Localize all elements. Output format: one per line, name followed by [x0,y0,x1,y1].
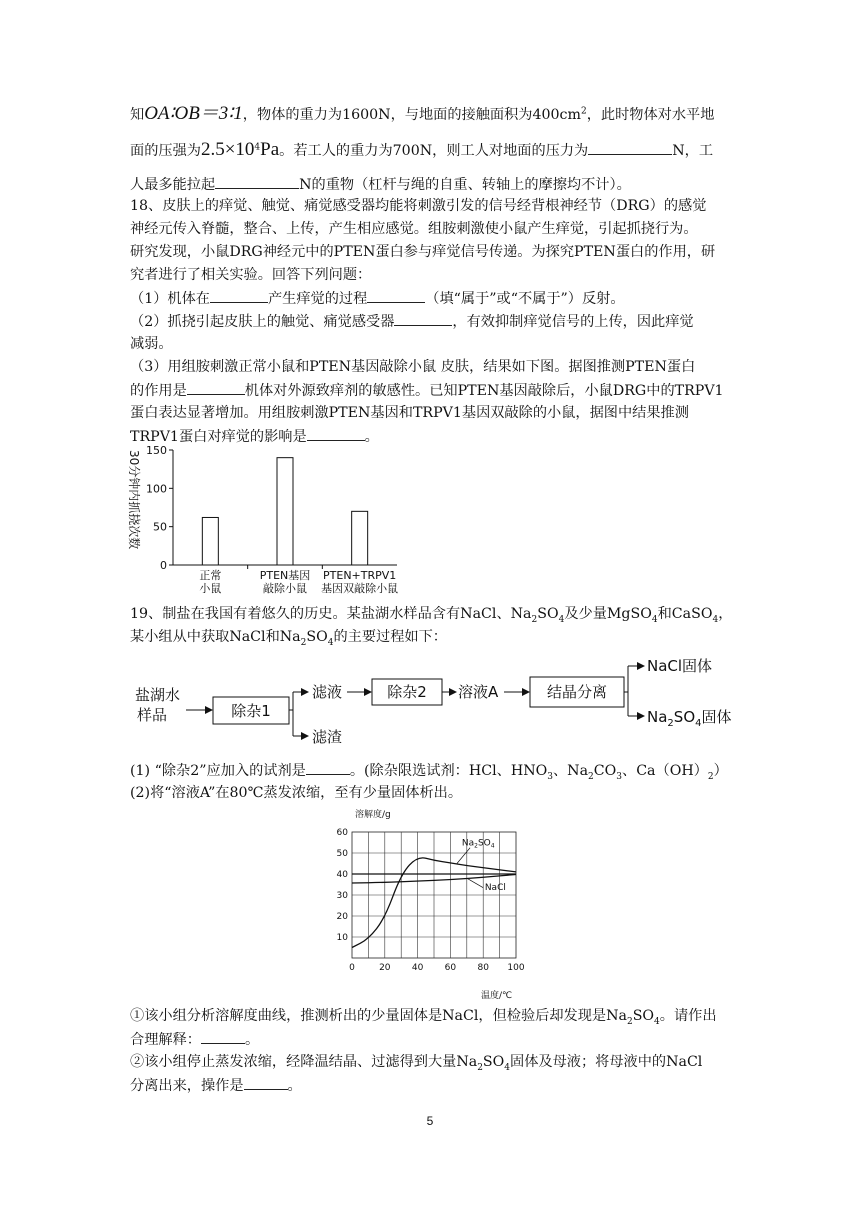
scratch-count-bar-chart [126,444,406,604]
flow-step3-label: 结晶分离 [546,683,608,701]
sol-xtick-label: 0 [349,963,355,973]
solubility-line-chart [318,806,538,1002]
q18-part-3-l4: TRPV1蛋白对痒觉的影响是 。 [130,426,379,447]
q18-part-2-cont: 减弱。 [130,336,173,352]
answer-blank [394,311,452,326]
q19-sub-1-cont: 合理解释： 。 [130,1029,259,1050]
q18-part-1: （1）机体在 产生痒觉的过程 （填“属于”或“不属于”）反射。 [130,288,625,309]
flow-solution-a-label: 溶液A [458,683,499,701]
q18-line-4: 究者进行了相关实验。回答下列问题： [130,267,372,283]
page-number: 5 [426,1114,434,1128]
q19-line-1: 19、制盐在我国有着悠久的历史。某盐湖水样品含有NaCl、$Na_2SO_4$及少量MgSO$_4$和CaSO$_4$， [130,606,733,625]
bar-chart-category-label: 基因双敲除小鼠 [321,582,399,595]
flow-residue-label: 滤渣 [312,728,343,746]
flow-source-l2: 样品 [137,706,168,724]
bar-chart-ylabel-text: 30分钟内抓挠次数 [127,450,141,550]
q17-line-2: 面的压强为$2.5\times 10^4Pa$。若工人的重力为700N，则工人对地面的压力为 N，工 [130,139,714,160]
bar-chart-ylabel [127,450,142,549]
answer-blank [306,760,350,775]
flow-filtrate-label: 滤液 [312,683,343,701]
sol-ytick-label: 50 [336,849,348,859]
answer-blank [215,174,299,189]
q19-line-2: 某小组从中获取NaCl和$Na_2SO_4$的主要过程如下： [130,629,447,648]
q18-part-3: （3）用组胺刺激正常小鼠和PTEN基因敲除小鼠 皮肤，结果如下图。据图推测PTEN蛋白 [130,359,696,375]
answer-blank [367,288,425,303]
flow-step1-label: 除杂1 [231,702,271,720]
sol-label-leader [457,848,470,864]
sol-xtick-label: 100 [507,963,525,973]
q18-line-3: 研究发现，小鼠DRG神经元中的PTEN蛋白参与痒觉信号传递。为探究PTEN蛋白的作用，研 [130,244,716,260]
answer-blank [244,1075,288,1090]
q19-sub-1: ①该小组分析溶解度曲线，推测析出的少量固体是NaCl，但检验后却发现是$Na_2SO_4$。请作出 [130,1008,717,1027]
q18-line-2: 神经元传入脊髓，整合、上传，产生相应感觉。组胺刺激使小鼠产生痒觉，引起抓挠行为。 [130,221,698,237]
pressure-value: 2.5×10 [200,139,255,160]
flow-step2-label: 除杂2 [387,683,427,701]
bar-chart-category-label: PTEN+TRPV1 [323,569,397,582]
answer-blank [201,1029,245,1044]
bar-chart-category-label: 敲除小鼠 [263,582,307,595]
q19-sub-2: ②该小组停止蒸发浓缩，经降温结晶、过滤得到大量$Na_2SO_4$固体及母液；将母液中的NaCl [130,1054,703,1073]
answer-blank [210,288,268,303]
ratio-formula: OA∶OB＝3∶1 [144,103,243,124]
bar-chart-category-label: 正常 [199,569,222,582]
q19-part-1: (1) “除杂2”应加入的试剂是 。(除杂限选试剂：HCl、$HNO_3$、$Na_2CO_3$、$Ca(OH)_2$） [130,760,728,781]
sol-ytick-label: 60 [336,828,348,838]
sol-xtick-label: 80 [477,963,489,973]
sol-xtick-label: 20 [379,963,391,973]
flow-source-l1: 盐湖水 [135,686,181,704]
q17-line-3: 人最多能拉起 N的重物（杠杆与绳的自重、转轴上的摩擦均不计）。 [130,174,631,195]
q18-line-1: 18、皮肤上的痒觉、触觉、痛觉感受器均能将刺激引发的信号经背根神经节（DRG）的感觉 [130,198,707,214]
bar-chart-ytick-label: 0 [160,559,167,572]
sol-ytick-label: 10 [336,933,348,943]
sol-ytick-label: 30 [336,891,348,901]
bar-chart-ytick-label: 150 [146,444,167,457]
answer-blank [588,140,672,155]
sol-ytick-label: 40 [336,870,348,880]
bar-chart-bar [277,458,293,565]
sol-ylabel: 溶解度/g [355,810,391,820]
answer-blank [307,426,365,441]
bar-chart-category-label: PTEN基因 [259,569,311,582]
q19-part-2: (2)将“溶液A”在80℃蒸发浓缩，至有少量固体析出。 [130,785,463,801]
process-flow-diagram [128,650,748,750]
q19-sub-2-cont: 分离出来，操作是 。 [130,1075,302,1096]
flow-out1-label: NaCl固体 [647,657,713,675]
sol-ytick-label: 20 [336,912,348,922]
sol-label-nacl: NaCl [484,882,506,893]
q18-part-3-l2: 的作用是 机体对外源致痒剂的敏感性。已知PTEN基因敲除后，小鼠DRG中的TRPV1 [130,380,724,401]
sol-xtick-label: 40 [411,963,424,973]
sol-xlabel: 温度/℃ [481,991,513,1001]
flow-out2-label: $Na_2SO_4$固体 [647,708,732,729]
sol-xtick-label: 60 [444,963,457,973]
sol-label-leader [467,878,483,887]
bar-chart-bar [352,511,368,565]
q17-line-1: 知OA∶OB＝3∶1，物体的重力为1600N，与地面的接触面积为$400cm^2$，此时物体对水平地 [130,103,715,124]
q18-part-3-l3: 蛋白表达显著增加。用组胺刺激PTEN基因和TRPV1基因双敲除的小鼠，据图中结果推测 [130,405,689,421]
bar-chart-bar [202,517,218,565]
sol-label-na2so4: $Na_2SO_4$ [461,838,495,850]
q18-part-2: （2）抓挠引起皮肤上的触觉、痛觉感受器 ，有效抑制痒觉信号的上传，因此痒觉 [130,311,694,332]
bar-chart-ytick-label: 50 [153,520,167,534]
bar-chart-category-label: 小鼠 [199,582,222,595]
bar-chart-ytick-label: 100 [146,482,167,496]
answer-blank [187,380,245,395]
